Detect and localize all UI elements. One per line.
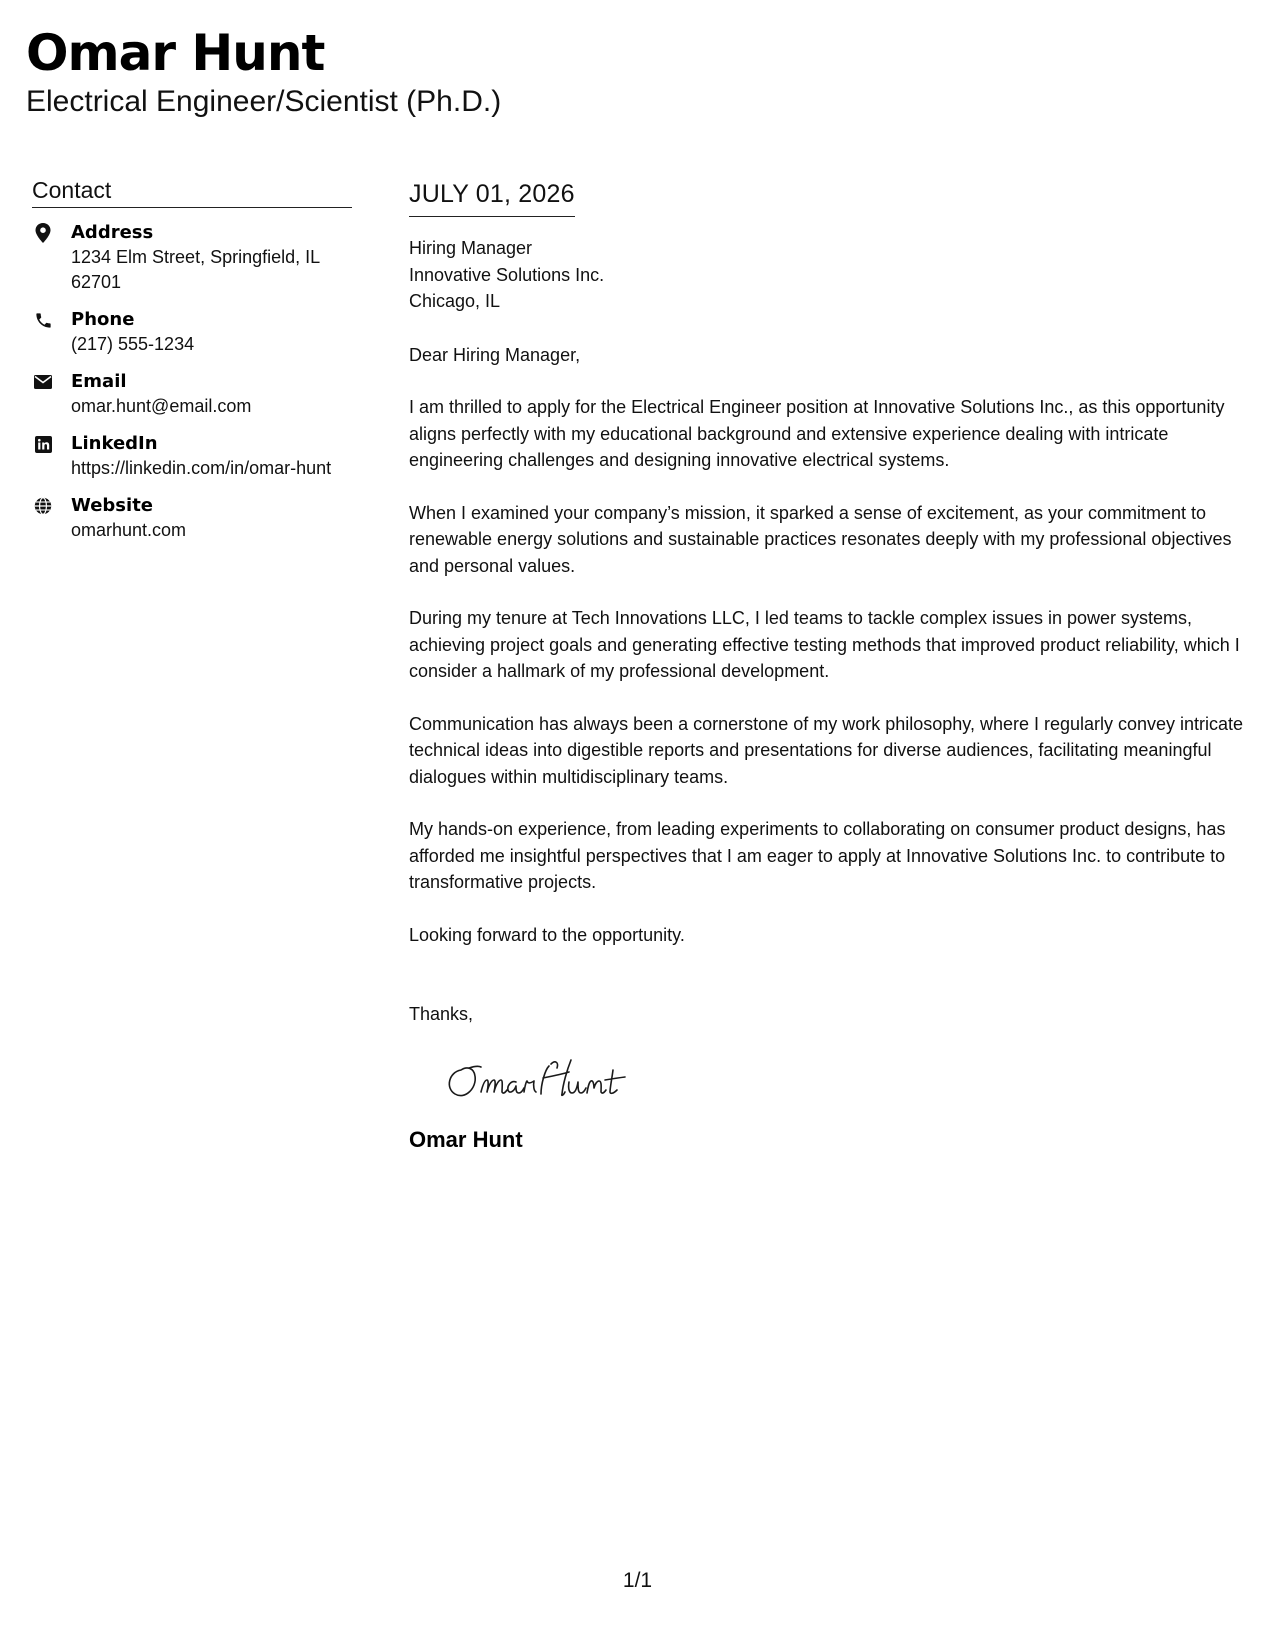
contact-item-phone (32, 307, 352, 357)
applicant-name: Omar Hunt (26, 24, 325, 82)
recipient-line: Innovative Solutions Inc. (409, 264, 605, 285)
website-value[interactable]: omarhunt.com (71, 520, 187, 540)
body-paragraph: My hands-on experience, from leading experiments to collaborating on consumer product designs, has afforded me insightful perspectives that I am eager to apply at Innovative Solutions Inc. to contribute to transformative projects. (409, 819, 1226, 892)
salutation: Dear Hiring Manager, (409, 344, 581, 365)
applicant-title: Electrical Engineer/Scientist (Ph.D.) (26, 85, 502, 118)
contact-sidebar (32, 176, 352, 555)
globe-icon (32, 495, 54, 517)
email-value[interactable]: omar.hunt@email.com (71, 396, 252, 416)
letter-body (409, 178, 1249, 1154)
contact-item-email (32, 369, 352, 419)
linkedin-value[interactable]: https://linkedin.com/in/omar-hunt (71, 458, 332, 478)
page-number: 1/1 (622, 1569, 653, 1592)
header (26, 22, 501, 120)
handwritten-signature (441, 1048, 661, 1108)
contact-label: Email (71, 371, 127, 392)
map-pin-icon (32, 222, 54, 244)
contact-label: LinkedIn (71, 433, 158, 454)
body-paragraph: When I examined your company’s mission, it sparked a sense of excitement, as your commitment to renewable energy solutions and sustainable practices resonates deeply with my professional objectives and personal values. (409, 502, 1232, 576)
contact-item-linkedin (32, 431, 352, 481)
body-paragraph: I am thrilled to apply for the Electrical Engineer position at Innovative Solutions Inc., as this opportunity aligns perfectly with my educational background and extensive experience dealing with intricate engineering challenges and designing innovative electrical systems. (409, 397, 1225, 470)
body-paragraph: Looking forward to the opportunity. (409, 924, 685, 945)
signer-name: Omar Hunt (409, 1126, 523, 1152)
address-value: 1234 Elm Street, Springfield, IL 62701 (71, 247, 320, 292)
body-paragraph: During my tenure at Tech Innovations LLC, I led teams to tackle complex issues in power systems, achieving project goals and generating effective testing methods that improved product reliability, which I consider a hallmark of my professional development. (409, 608, 1240, 681)
closing: Thanks, (409, 1004, 474, 1024)
phone-value: (217) 555-1234 (71, 334, 195, 354)
envelope-icon (32, 371, 54, 393)
contact-label: Phone (71, 309, 135, 330)
contact-item-website (32, 493, 352, 543)
letter-date: JULY 01, 2026 (409, 178, 575, 217)
contact-label: Address (71, 222, 154, 243)
contact-label: Website (71, 495, 154, 516)
linkedin-icon (32, 433, 54, 455)
body-paragraph: Communication has always been a cornerstone of my work philosophy, where I regularly convey intricate technical ideas into digestible reports and presentations for diverse audiences, facilitating meaningful dialogues within multidisciplinary teams. (409, 713, 1244, 787)
recipient-line: Chicago, IL (409, 291, 501, 311)
phone-icon (32, 309, 54, 331)
contact-heading: Contact (32, 176, 352, 208)
recipient-block (409, 235, 1249, 315)
recipient-line: Hiring Manager (409, 238, 533, 258)
contact-item-address (32, 220, 352, 295)
